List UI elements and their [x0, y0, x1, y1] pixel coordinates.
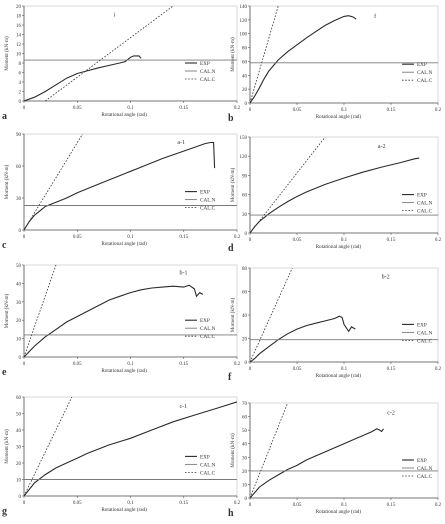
- y-tick-label: 0: [244, 232, 247, 237]
- x-tick-label: 0.15: [179, 362, 189, 367]
- y-tick-label: 150: [239, 136, 247, 141]
- x-tick-label: 0.1: [340, 238, 348, 243]
- legend-label: CAL.N: [417, 466, 433, 472]
- chart-panel-b: [228, 5, 442, 124]
- y-tick-label: 40: [242, 74, 247, 80]
- panel-letter: f: [228, 372, 232, 383]
- y-tick-label: 0: [244, 497, 247, 502]
- x-tick-label: 0.15: [179, 235, 189, 240]
- chart-panel-c: [2, 133, 241, 251]
- plot-frame: [250, 268, 438, 362]
- legend-label: EXP: [200, 318, 210, 325]
- y-axis-label: Moment (kN·m): [4, 36, 10, 71]
- y-tick-label: 18: [16, 14, 21, 20]
- x-tick-label: 0.1: [127, 106, 134, 111]
- y-tick-label: 0: [18, 100, 21, 105]
- legend-label: CAL.C: [417, 474, 433, 480]
- y-axis-label: Moment (kN·m): [230, 433, 236, 468]
- x-tick-label: 0.05: [292, 503, 302, 508]
- legend-label: CAL.N: [200, 326, 216, 333]
- legend-label: CAL.N: [417, 70, 433, 77]
- legend-label: CAL.N: [200, 462, 216, 469]
- specimen-label: b-2: [381, 274, 390, 281]
- x-tick-label: 0: [248, 238, 252, 243]
- x-tick-label: 0.2: [233, 235, 241, 240]
- x-tick-label: 0.05: [292, 108, 302, 113]
- y-tick-label: 20: [242, 88, 247, 94]
- x-tick-label: 0.15: [386, 503, 396, 508]
- legend-label: EXP: [417, 458, 427, 464]
- panel-letter: g: [2, 506, 7, 517]
- y-tick-label: 120: [239, 18, 247, 24]
- x-tick-label: 0: [248, 503, 252, 508]
- x-tick-label: 0: [22, 235, 26, 240]
- y-tick-label: 60: [16, 396, 21, 401]
- legend-label: CAL.C: [417, 208, 433, 215]
- y-tick-label: 14: [16, 33, 21, 39]
- x-tick-label: 0.05: [292, 238, 302, 243]
- x-tick-label: 0.2: [434, 238, 442, 243]
- specimen-label: c-1: [179, 403, 188, 410]
- series-exp: [250, 158, 419, 233]
- panel-letter: a: [2, 111, 7, 122]
- specimen-label: f: [374, 13, 377, 20]
- chart-panel-d: [228, 136, 442, 254]
- x-tick-label: 0: [22, 501, 26, 506]
- x-tick-label: 0.15: [386, 367, 396, 372]
- specimen-label: a-2: [377, 143, 386, 150]
- y-tick-label: 0: [244, 361, 247, 366]
- y-tick-label: 16: [16, 24, 21, 29]
- specimen-label: b-1: [179, 270, 188, 277]
- legend-label: CAL.C: [417, 338, 433, 345]
- x-tick-label: 0.1: [127, 362, 134, 367]
- x-tick-label: 0.2: [434, 503, 442, 508]
- x-tick-label: 0.05: [72, 362, 82, 367]
- y-tick-label: 30: [242, 456, 247, 462]
- legend: [402, 458, 433, 480]
- series-calc: [24, 265, 56, 357]
- y-tick-label: 6: [18, 71, 21, 77]
- y-tick-label: 30: [16, 445, 21, 451]
- y-axis-label: Moment (kN·m): [230, 297, 236, 333]
- x-tick-label: 0.15: [386, 108, 396, 113]
- y-tick-label: 12: [16, 43, 21, 48]
- y-tick-label: 100: [239, 32, 247, 38]
- legend: [185, 318, 216, 340]
- plot-frame: [250, 6, 438, 103]
- chart-panel-a: [2, 5, 241, 122]
- y-tick-label: 40: [242, 442, 247, 448]
- x-axis-label: Rotational angle (rad): [315, 114, 362, 120]
- y-tick-label: 0: [244, 102, 247, 107]
- x-tick-label: 0.15: [179, 501, 189, 506]
- x-tick-label: 0.05: [72, 106, 82, 111]
- x-tick-label: 0.2: [233, 362, 241, 367]
- legend: [402, 62, 433, 84]
- x-axis-label: Rotational angle (rad): [101, 112, 147, 118]
- legend-label: CAL.C: [200, 470, 216, 477]
- y-tick-label: 50: [242, 429, 247, 435]
- legend-label: CAL.C: [200, 205, 216, 212]
- y-tick-label: 90: [242, 174, 247, 180]
- y-tick-label: 120: [239, 155, 247, 161]
- panel-letter: c: [2, 240, 7, 251]
- y-tick-label: 20: [242, 337, 247, 343]
- legend-label: CAL.N: [417, 200, 433, 207]
- series-calc: [250, 6, 278, 103]
- legend-label: CAL.N: [417, 330, 433, 337]
- legend-label: EXP: [200, 61, 210, 67]
- x-tick-label: 0.2: [233, 106, 241, 111]
- y-axis-label: Moment (kN·m): [4, 293, 10, 329]
- y-tick-label: 50: [16, 264, 21, 269]
- series-calc: [24, 134, 83, 230]
- y-tick-label: 10: [16, 337, 21, 343]
- series-exp: [250, 316, 355, 362]
- legend-label: CAL.C: [417, 78, 433, 85]
- series-exp: [24, 402, 237, 496]
- y-tick-label: 60: [242, 415, 247, 421]
- legend-label: CAL.N: [200, 197, 216, 204]
- x-axis-label: Rotational angle (rad): [315, 244, 362, 250]
- y-tick-label: 20: [242, 469, 247, 475]
- y-tick-label: 140: [239, 5, 247, 10]
- y-tick-label: 70: [242, 402, 247, 407]
- x-tick-label: 0.1: [340, 367, 348, 372]
- chart-panel-f: [228, 267, 442, 383]
- plot-frame: [250, 403, 438, 498]
- y-tick-label: 60: [242, 193, 247, 199]
- series-exp: [24, 56, 141, 101]
- x-tick-label: 0: [22, 106, 26, 111]
- y-tick-label: 20: [16, 462, 21, 467]
- y-tick-label: 30: [16, 300, 21, 306]
- plot-frame: [250, 137, 438, 233]
- x-axis-label: Rotational angle (rad): [101, 368, 147, 374]
- y-tick-label: 10: [16, 478, 21, 484]
- x-tick-label: 0.05: [72, 501, 82, 506]
- series-calc: [250, 403, 288, 498]
- legend-label: EXP: [417, 322, 427, 329]
- x-tick-label: 0: [248, 108, 252, 113]
- series-calc: [250, 137, 325, 233]
- legend: [185, 454, 216, 476]
- y-axis-label: Moment (kN·m): [230, 167, 236, 203]
- y-tick-label: 10: [242, 483, 247, 489]
- series-calc: [45, 6, 173, 101]
- x-tick-label: 0: [22, 362, 26, 367]
- legend: [402, 193, 433, 215]
- y-axis-label: Moment (kN·m): [230, 37, 236, 72]
- chart-panel-g: [2, 396, 241, 517]
- x-tick-label: 0.1: [127, 501, 134, 506]
- y-tick-label: 30: [16, 197, 21, 202]
- x-tick-label: 0.05: [292, 367, 302, 372]
- y-tick-label: 50: [16, 412, 21, 418]
- x-axis-label: Rotational angle (rad): [101, 241, 147, 247]
- y-tick-label: 20: [16, 319, 21, 325]
- legend-label: CAL.C: [200, 77, 216, 83]
- series-exp: [24, 285, 203, 357]
- chart-panel-e: [2, 264, 241, 378]
- y-tick-label: 4: [18, 81, 21, 86]
- plot-frame: [24, 6, 237, 101]
- y-tick-label: 60: [242, 60, 247, 66]
- x-tick-label: 0.1: [340, 503, 348, 508]
- series-exp: [250, 16, 356, 103]
- specimen-label: c-2: [387, 410, 395, 417]
- x-tick-label: 0.1: [340, 108, 348, 113]
- panel-letter: b: [228, 113, 234, 124]
- legend-label: CAL.N: [200, 69, 216, 75]
- y-tick-label: 40: [242, 314, 247, 319]
- y-tick-label: 20: [16, 5, 21, 10]
- x-tick-label: 0.1: [127, 235, 134, 240]
- x-tick-label: 0.15: [386, 238, 396, 243]
- y-tick-label: 40: [16, 282, 21, 288]
- y-axis-label: Moment (kN·m): [4, 429, 10, 464]
- series-exp: [24, 143, 215, 231]
- y-tick-label: 80: [242, 46, 247, 52]
- x-tick-label: 0.05: [72, 235, 82, 240]
- x-tick-label: 0.15: [179, 106, 189, 111]
- legend: [402, 322, 433, 344]
- legend: [185, 190, 216, 212]
- y-tick-label: 0: [18, 356, 21, 361]
- y-tick-label: 60: [16, 165, 21, 170]
- series-calc: [24, 397, 72, 496]
- specimen-label: i: [113, 12, 116, 19]
- plot-frame: [24, 265, 237, 357]
- series-calc: [250, 268, 292, 362]
- y-tick-label: 30: [242, 212, 247, 218]
- panel-letter: e: [2, 367, 7, 378]
- panel-letter: h: [228, 508, 234, 519]
- y-tick-label: 90: [16, 133, 21, 138]
- x-axis-label: Rotational angle (rad): [101, 507, 147, 513]
- legend: [185, 61, 216, 83]
- legend-label: CAL.C: [200, 334, 216, 341]
- x-axis-label: Rotational angle (rad): [315, 373, 362, 379]
- y-tick-label: 0: [18, 229, 21, 234]
- legend-label: EXP: [417, 192, 427, 199]
- y-tick-label: 10: [16, 52, 21, 58]
- x-tick-label: 0.2: [434, 367, 442, 372]
- x-axis-label: Rotational angle (rad): [315, 509, 362, 515]
- x-tick-label: 0.2: [233, 501, 241, 506]
- panel-letter: d: [228, 243, 234, 254]
- specimen-label: a-1: [177, 139, 186, 146]
- series-exp: [250, 429, 384, 498]
- y-tick-label: 60: [242, 290, 247, 296]
- legend-label: EXP: [200, 454, 210, 461]
- y-axis-label: Moment (kN·m): [4, 164, 10, 200]
- y-tick-label: 40: [16, 429, 21, 434]
- x-tick-label: 0: [248, 367, 252, 372]
- plot-frame: [24, 134, 237, 230]
- legend-label: EXP: [200, 189, 210, 196]
- chart-panel-h: [228, 402, 442, 519]
- legend-label: EXP: [417, 62, 427, 69]
- y-tick-label: 80: [242, 267, 247, 272]
- y-tick-label: 0: [18, 495, 21, 500]
- y-tick-label: 8: [18, 62, 21, 67]
- x-tick-label: 0.2: [434, 108, 442, 113]
- y-tick-label: 2: [18, 90, 21, 96]
